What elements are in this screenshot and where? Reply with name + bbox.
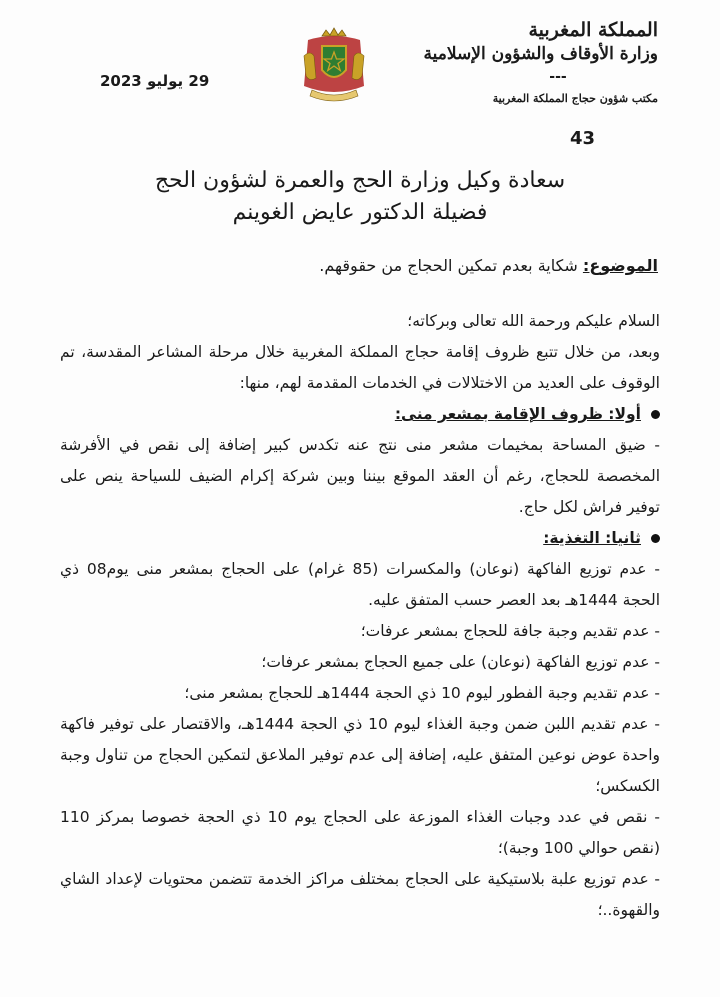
addressee-name: فضيلة الدكتور عايض الغوينم: [232, 200, 488, 225]
intro-paragraph: وبعد، من خلال تتبع ظروف إقامة حجاج المملكة المغربية خلال مرحلة المشاعر المقدسة، تم الوقوف على العديد من الاختلالات في الخدمات المقدمة لهم، منها:: [60, 343, 660, 392]
subject-text: شكاية بعدم تمكين الحجاج من حقوقهم.: [319, 256, 583, 275]
addressee-title: سعادة وكيل وزارة الحج والعمرة لشؤون الحج: [154, 168, 566, 193]
letter-body: [60, 306, 660, 926]
section2-title: ثانيا: التغذية:: [543, 529, 641, 547]
letter-date: 29 يوليو 2023: [100, 72, 210, 90]
bullet-icon: [651, 534, 660, 543]
section2-item: - عدم توزيع علبة بلاستيكية على الحجاج بمختلف مراكز الخدمة تتضمن محتويات لإعداد الشاي والقهوة..؛: [60, 870, 660, 919]
section2-item: - عدم تقديم اللبن ضمن وجبة الغذاء ليوم 10 ذي الحجة 1444هـ، والاقتصار على توفير فاكهة واحدة عوض نوعين المتفق عليه، إضافة إلى عدم توفير الملاعق لتمكين الحجاج من تناول وجبة الكسكس؛: [60, 715, 660, 795]
section1-item: - ضيق المساحة بمخيمات مشعر منى نتج عنه تكدس كبير إضافة إلى نقص في الأفرشة المخصصة للحجاج، رغم أن العقد الموقع بيننا وبين شركة إكرام الضيف للسياحة ينص على توفير فراش لكل حاج.: [60, 436, 660, 516]
section2-item: - عدم توزيع الفاكهة (نوعان) على جميع الحجاج بمشعر عرفات؛: [261, 653, 660, 671]
section2-item: - عدم تقديم وجبة الفطور ليوم 10 ذي الحجة 1444هـ للحجاج بمشعر منى؛: [184, 684, 660, 702]
section2-heading: [60, 523, 660, 554]
kingdom-name: المملكة المغربية: [528, 19, 658, 41]
section2-item: - عدم تقديم وجبة جافة للحجاج بمشعر عرفات؛: [360, 622, 660, 640]
header-separator: ---: [549, 69, 567, 85]
letterhead: [408, 18, 658, 109]
section1-title: أولا: ظروف الإقامة بمشعر منى:: [394, 405, 641, 423]
section1-heading: [60, 399, 660, 430]
greeting: السلام عليكم ورحمة الله تعالى وبركاته؛: [407, 312, 660, 330]
bullet-icon: [651, 410, 660, 419]
subject-label: الموضوع:: [582, 256, 658, 275]
section2-item: - نقص في عدد وجبات الغذاء الموزعة على الحجاج يوم 10 ذي الحجة خصوصا بمركز 110 (نقص حوالي 100 وجبة)؛: [60, 808, 660, 857]
ministry-name: وزارة الأوقاف والشؤون الإسلامية: [423, 44, 658, 64]
subject-line: [58, 256, 658, 275]
reference-number: 43: [570, 128, 596, 149]
section2-item: - عدم توزيع الفاكهة (نوعان) والمكسرات (85 غرام) على الحجاج بمشعر منى يوم08 ذي الحجة 1444هـ بعد العصر حسب المتفق عليه.: [60, 560, 661, 609]
coat-of-arms-emblem: [298, 26, 370, 106]
office-name: مكتب شؤون حجاج المملكة المغربية: [492, 92, 658, 105]
